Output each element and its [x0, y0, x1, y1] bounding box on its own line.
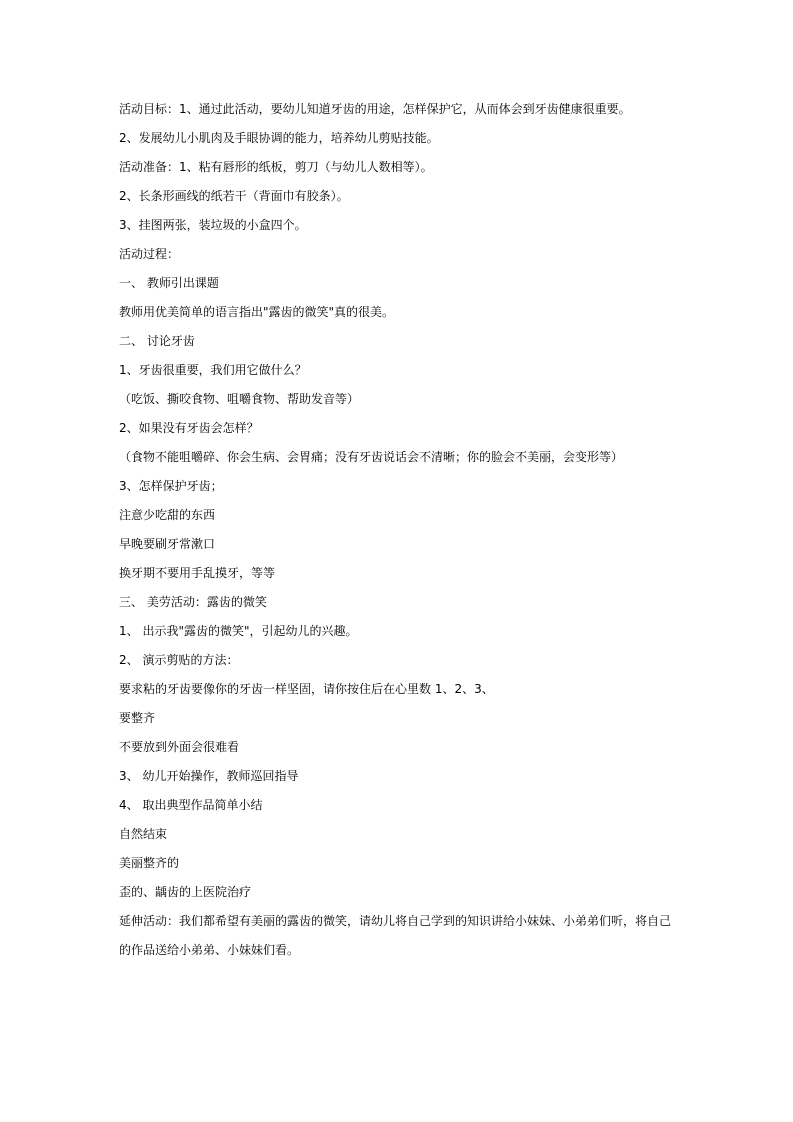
text-line: 自然结束: [119, 827, 168, 841]
text-line: 4、 取出典型作品简单小结: [119, 798, 263, 812]
section-heading: 三、 美劳活动：露齿的微笑: [119, 595, 267, 609]
text-line: 1、 出示我"露齿的微笑"，引起幼儿的兴趣。: [119, 624, 358, 638]
section-heading: 一、 教师引出课题: [119, 276, 219, 290]
text-line: 的作品送给小弟弟、小妹妹们看。: [119, 943, 300, 957]
text-line: 不要放到外面会很难看: [119, 740, 240, 754]
text-line: 2、发展幼儿小肌肉及手眼协调的能力，培养幼儿剪贴技能。: [119, 131, 439, 145]
text-line: （食物不能咀嚼碎、你会生病、会胃痛；没有牙齿说话会不清晰；你的脸会不美丽，会变形等）: [119, 450, 624, 464]
text-line: 歪的、龋齿的上医院治疗: [119, 885, 252, 899]
lesson-plan-body: [119, 101, 679, 971]
text-line: 1、牙齿很重要，我们用它做什么？: [119, 363, 307, 377]
text-line: 3、挂图两张，装垃圾的小盒四个。: [119, 218, 307, 232]
text-line: 2、 演示剪贴的方法：: [119, 653, 239, 667]
text-line: 3、 幼儿开始操作，教师巡回指导: [119, 769, 299, 783]
text-line: 教师用优美简单的语言指出"露齿的微笑"真的很美。: [119, 305, 395, 319]
text-line: 美丽整齐的: [119, 856, 180, 870]
text-line: 活动过程：: [119, 247, 180, 261]
text-line: （吃饭、撕咬食物、咀嚼食物、帮助发音等）: [119, 392, 360, 406]
text-line: 2、如果没有牙齿会怎样？: [119, 421, 259, 435]
text-line: 换牙期不要用手乱摸牙，等等: [119, 566, 276, 580]
text-line: 注意少吃甜的东西: [119, 508, 216, 522]
section-heading: 二、 讨论牙齿: [119, 334, 195, 348]
text-line: 延伸活动：我们都希望有美丽的露齿的微笑，请幼儿将自己学到的知识讲给小妹妹、小弟弟们听，将自己: [119, 914, 672, 928]
text-line: 早晚要刷牙常漱口: [119, 537, 216, 551]
text-line: 活动目标：1、通过此活动，要幼儿知道牙齿的用途，怎样保护它，从而体会到牙齿健康很重要。: [119, 102, 631, 116]
text-line: 2、长条形画线的纸若干（背面巾有胶条）。: [119, 189, 349, 203]
text-line: 3、怎样保护牙齿；: [119, 479, 223, 493]
text-line: 要求粘的牙齿要像你的牙齿一样坚固，请你按住后在心里数 1、2、3、: [119, 682, 494, 696]
text-line: 活动准备：1、粘有唇形的纸板，剪刀（与幼儿人数相等）。: [119, 160, 433, 174]
text-line: 要整齐: [119, 711, 156, 725]
